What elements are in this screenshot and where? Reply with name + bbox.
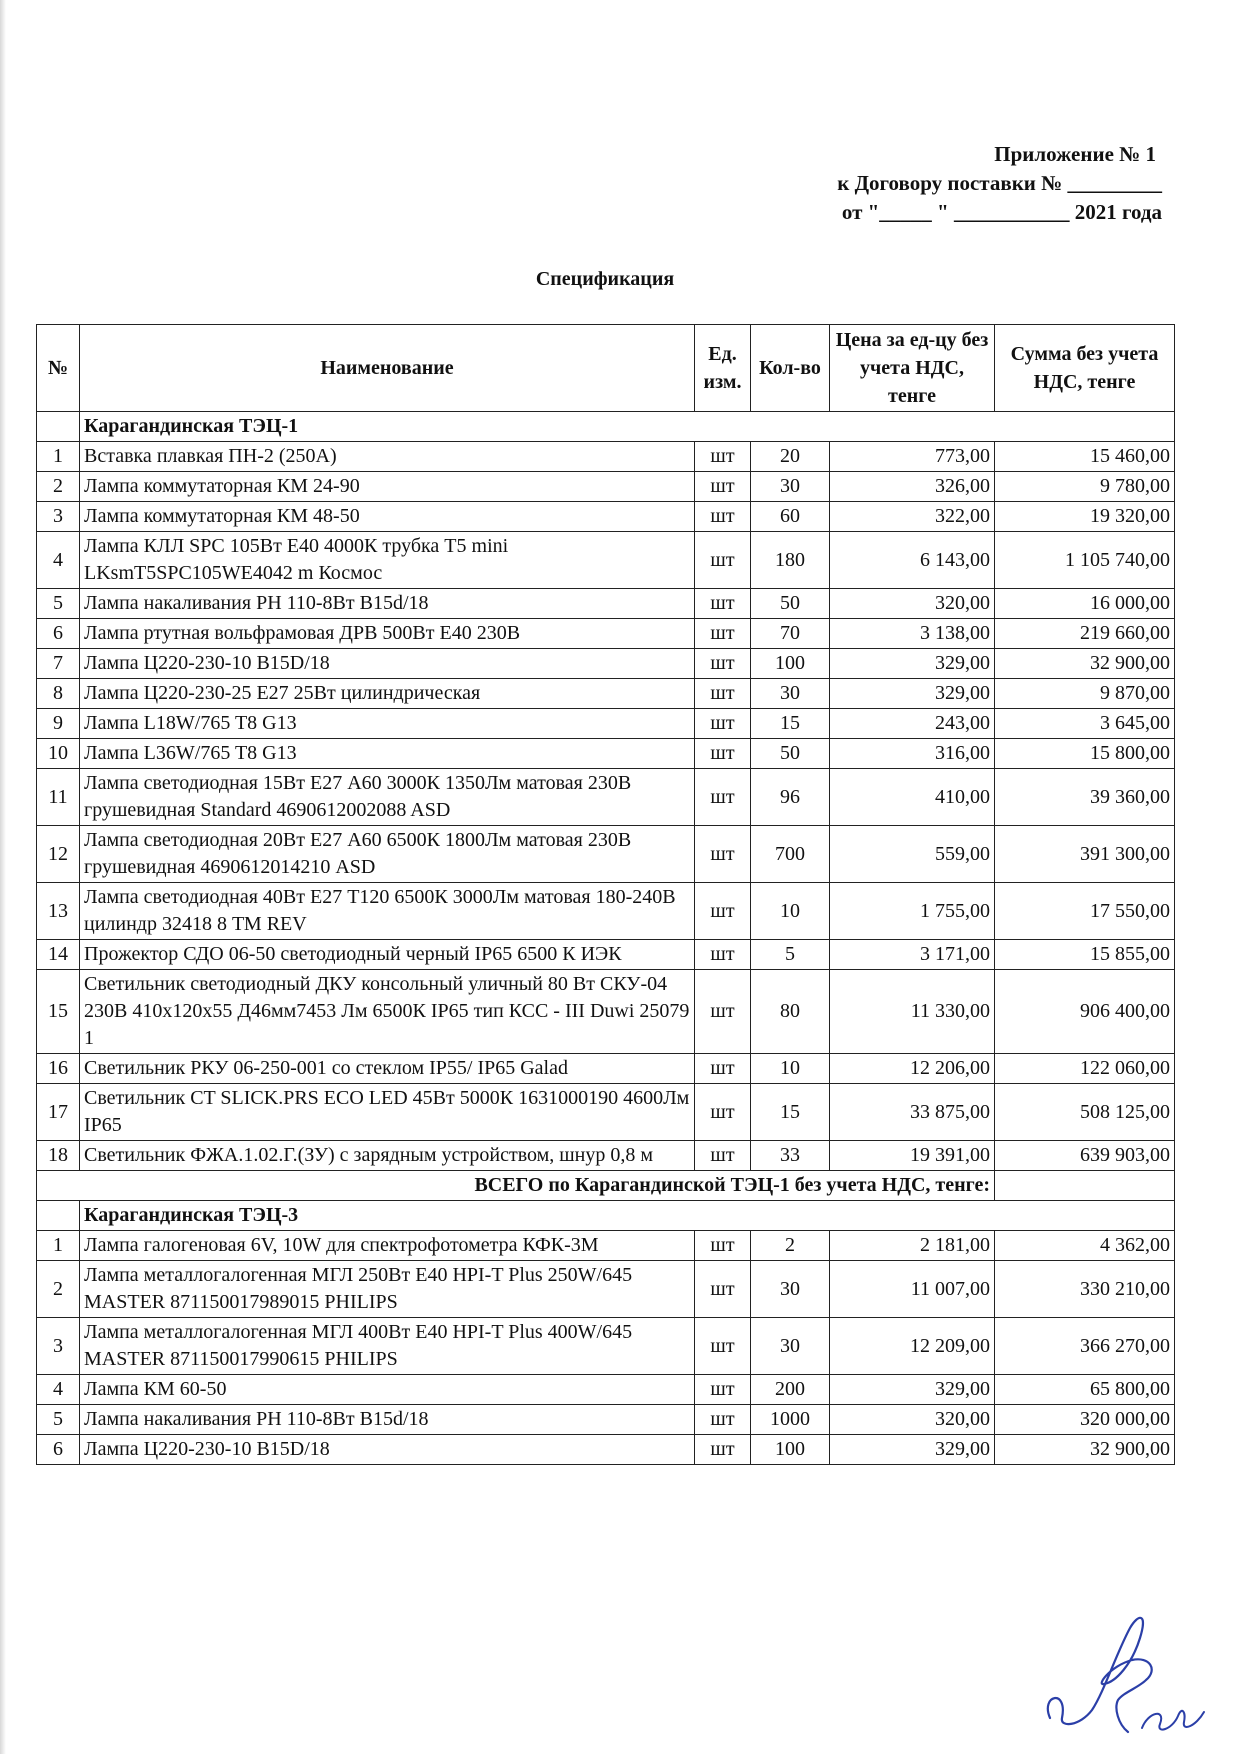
cell-qty: 30 xyxy=(751,472,830,502)
cell-price: 559,00 xyxy=(830,826,995,883)
cell-no: 18 xyxy=(37,1141,80,1171)
cell-no: 14 xyxy=(37,940,80,970)
cell-unit: шт xyxy=(695,709,751,739)
cell-price: 2 181,00 xyxy=(830,1231,995,1261)
cell-price: 243,00 xyxy=(830,709,995,739)
cell-price: 320,00 xyxy=(830,589,995,619)
cell-no: 5 xyxy=(37,589,80,619)
table-row xyxy=(37,1261,1175,1318)
cell-price: 329,00 xyxy=(830,679,995,709)
cell-name: Прожектор СДО 06-50 светодиодный черный IP65 6500 К ИЭК xyxy=(80,940,695,970)
cell-unit: шт xyxy=(695,1261,751,1318)
cell-no: 7 xyxy=(37,649,80,679)
cell-name: Светильник РКУ 06-250-001 со стеклом IP55/ IP65 Galad xyxy=(80,1054,695,1084)
cell-no: 4 xyxy=(37,532,80,589)
section-1-total xyxy=(37,1171,1175,1201)
cell-unit: шт xyxy=(695,619,751,649)
section-total-value xyxy=(995,1171,1175,1201)
cell-sum: 19 320,00 xyxy=(995,502,1175,532)
cell-price: 6 143,00 xyxy=(830,532,995,589)
cell-name: Лампа металлогалогенная МГЛ 250Вт Е40 HPI-T Plus 250W/645 MASTER 871150017989015 PHILIPS xyxy=(80,1261,695,1318)
document-title: Спецификация xyxy=(535,268,675,290)
cell-no: 6 xyxy=(37,1435,80,1465)
cell-price: 773,00 xyxy=(830,442,995,472)
table-row xyxy=(37,679,1175,709)
cell-name: Лампа КМ 60-50 xyxy=(80,1375,695,1405)
col-header-name: Наименование xyxy=(80,325,695,412)
cell-price: 410,00 xyxy=(830,769,995,826)
table-row xyxy=(37,1435,1175,1465)
cell-price: 329,00 xyxy=(830,1375,995,1405)
cell-price: 326,00 xyxy=(830,472,995,502)
cell-price: 12 206,00 xyxy=(830,1054,995,1084)
cell-price: 329,00 xyxy=(830,649,995,679)
cell-unit: шт xyxy=(695,1054,751,1084)
cell-name: Светильник светодиодный ДКУ консольный уличный 80 Вт СКУ-04 230В 410х120х55 Д46мм7453 Лм 6500К IP65 тип КСС - III Duwi 25079 1 xyxy=(80,970,695,1054)
cell-sum: 15 855,00 xyxy=(995,940,1175,970)
cell-price: 316,00 xyxy=(830,739,995,769)
table-row xyxy=(37,739,1175,769)
appendix-line-1: Приложение № 1 xyxy=(994,142,1156,166)
section-total-row xyxy=(37,1171,1175,1201)
cell-name: Лампа Ц220-230-25 Е27 25Вт цилиндрическая xyxy=(80,679,695,709)
cell-qty: 70 xyxy=(751,619,830,649)
cell-qty: 30 xyxy=(751,1261,830,1318)
handwritten-signature-icon xyxy=(1020,1600,1210,1740)
cell-name: Лампа Ц220-230-10 В15D/18 xyxy=(80,1435,695,1465)
cell-qty: 100 xyxy=(751,1435,830,1465)
cell-name: Лампа КЛЛ SPC 105Вт Е40 4000К трубка Т5 mini LKsmT5SPC105WE4042 m Космос xyxy=(80,532,695,589)
cell-no: 17 xyxy=(37,1084,80,1141)
table-row xyxy=(37,970,1175,1054)
section-header-blank xyxy=(37,412,80,442)
table-row xyxy=(37,1141,1175,1171)
cell-no: 13 xyxy=(37,883,80,940)
cell-name: Лампа накаливания РН 110-8Вт В15d/18 xyxy=(80,1405,695,1435)
cell-qty: 50 xyxy=(751,589,830,619)
cell-no: 1 xyxy=(37,442,80,472)
cell-name: Лампа L36W/765 T8 G13 xyxy=(80,739,695,769)
cell-sum: 906 400,00 xyxy=(995,970,1175,1054)
cell-no: 4 xyxy=(37,1375,80,1405)
cell-name: Лампа ртутная вольфрамовая ДРВ 500Вт Е40 230В xyxy=(80,619,695,649)
cell-unit: шт xyxy=(695,739,751,769)
cell-qty: 2 xyxy=(751,1231,830,1261)
cell-unit: шт xyxy=(695,472,751,502)
cell-name: Лампа галогеновая 6V, 10W для спектрофотометра КФК-3М xyxy=(80,1231,695,1261)
cell-no: 12 xyxy=(37,826,80,883)
table-row xyxy=(37,502,1175,532)
cell-sum: 9 870,00 xyxy=(995,679,1175,709)
cell-sum: 39 360,00 xyxy=(995,769,1175,826)
cell-no: 2 xyxy=(37,1261,80,1318)
cell-qty: 30 xyxy=(751,679,830,709)
col-header-price: Цена за ед-цу без учета НДС, тенге xyxy=(830,325,995,412)
cell-name: Лампа Ц220-230-10 В15D/18 xyxy=(80,649,695,679)
cell-qty: 33 xyxy=(751,1141,830,1171)
cell-qty: 1000 xyxy=(751,1405,830,1435)
table-row xyxy=(37,472,1175,502)
cell-qty: 60 xyxy=(751,502,830,532)
cell-qty: 30 xyxy=(751,1318,830,1375)
cell-price: 329,00 xyxy=(830,1435,995,1465)
cell-sum: 9 780,00 xyxy=(995,472,1175,502)
cell-qty: 100 xyxy=(751,649,830,679)
cell-unit: шт xyxy=(695,502,751,532)
specification-table xyxy=(36,324,1175,1465)
cell-price: 322,00 xyxy=(830,502,995,532)
col-header-qty: Кол-во xyxy=(751,325,830,412)
cell-qty: 50 xyxy=(751,739,830,769)
table-header-row xyxy=(37,325,1175,412)
appendix-line-3: от "_____ " ___________ 2021 года xyxy=(841,200,1162,224)
table-row xyxy=(37,940,1175,970)
cell-sum: 32 900,00 xyxy=(995,649,1175,679)
cell-no: 10 xyxy=(37,739,80,769)
section-header-blank xyxy=(37,1201,80,1231)
cell-price: 12 209,00 xyxy=(830,1318,995,1375)
cell-qty: 700 xyxy=(751,826,830,883)
section-2-body xyxy=(37,1201,1175,1465)
cell-sum: 330 210,00 xyxy=(995,1261,1175,1318)
cell-sum: 122 060,00 xyxy=(995,1054,1175,1084)
cell-qty: 96 xyxy=(751,769,830,826)
cell-sum: 16 000,00 xyxy=(995,589,1175,619)
cell-sum: 32 900,00 xyxy=(995,1435,1175,1465)
cell-unit: шт xyxy=(695,826,751,883)
cell-sum: 15 460,00 xyxy=(995,442,1175,472)
cell-qty: 15 xyxy=(751,1084,830,1141)
table-row xyxy=(37,532,1175,589)
cell-no: 16 xyxy=(37,1054,80,1084)
cell-name: Вставка плавкая ПН-2 (250А) xyxy=(80,442,695,472)
cell-no: 2 xyxy=(37,472,80,502)
section-header-row xyxy=(37,412,1175,442)
cell-unit: шт xyxy=(695,442,751,472)
cell-name: Лампа накаливания РН 110-8Вт В15d/18 xyxy=(80,589,695,619)
cell-qty: 180 xyxy=(751,532,830,589)
cell-sum: 219 660,00 xyxy=(995,619,1175,649)
cell-sum: 15 800,00 xyxy=(995,739,1175,769)
cell-no: 5 xyxy=(37,1405,80,1435)
cell-qty: 10 xyxy=(751,1054,830,1084)
cell-name: Лампа коммутаторная КМ 48-50 xyxy=(80,502,695,532)
cell-no: 8 xyxy=(37,679,80,709)
section-header-row xyxy=(37,1201,1175,1231)
cell-unit: шт xyxy=(695,649,751,679)
cell-unit: шт xyxy=(695,769,751,826)
section-total-label: ВСЕГО по Карагандинской ТЭЦ-1 без учета НДС, тенге: xyxy=(37,1171,995,1201)
cell-price: 19 391,00 xyxy=(830,1141,995,1171)
col-header-sum: Сумма без учета НДС, тенге xyxy=(995,325,1175,412)
col-header-no: № xyxy=(37,325,80,412)
table-row xyxy=(37,1405,1175,1435)
cell-name: Лампа коммутаторная КМ 24-90 xyxy=(80,472,695,502)
cell-unit: шт xyxy=(695,1318,751,1375)
cell-unit: шт xyxy=(695,1375,751,1405)
cell-sum: 4 362,00 xyxy=(995,1231,1175,1261)
cell-name: Лампа L18W/765 T8 G13 xyxy=(80,709,695,739)
table-row xyxy=(37,1231,1175,1261)
cell-price: 33 875,00 xyxy=(830,1084,995,1141)
col-header-unit: Ед. изм. xyxy=(695,325,751,412)
cell-name: Лампа светодиодная 40Вт Е27 Т120 6500К 3000Лм матовая 180-240В цилиндр 32418 8 ТМ REV xyxy=(80,883,695,940)
cell-unit: шт xyxy=(695,940,751,970)
cell-unit: шт xyxy=(695,1435,751,1465)
cell-unit: шт xyxy=(695,532,751,589)
cell-no: 6 xyxy=(37,619,80,649)
cell-unit: шт xyxy=(695,970,751,1054)
table-row xyxy=(37,619,1175,649)
cell-name: Лампа металлогалогенная МГЛ 400Вт Е40 HPI-T Plus 400W/645 MASTER 871150017990615 PHILIPS xyxy=(80,1318,695,1375)
cell-price: 3 138,00 xyxy=(830,619,995,649)
cell-no: 11 xyxy=(37,769,80,826)
table-row xyxy=(37,589,1175,619)
cell-sum: 320 000,00 xyxy=(995,1405,1175,1435)
cell-unit: шт xyxy=(695,679,751,709)
cell-name: Лампа светодиодная 20Вт Е27 А60 6500К 1800Лм матовая 230В грушевидная 4690612014210 ASD xyxy=(80,826,695,883)
cell-price: 3 171,00 xyxy=(830,940,995,970)
cell-unit: шт xyxy=(695,1405,751,1435)
cell-price: 11 007,00 xyxy=(830,1261,995,1318)
cell-qty: 10 xyxy=(751,883,830,940)
table-row xyxy=(37,1375,1175,1405)
cell-qty: 20 xyxy=(751,442,830,472)
cell-sum: 366 270,00 xyxy=(995,1318,1175,1375)
cell-unit: шт xyxy=(695,883,751,940)
cell-sum: 1 105 740,00 xyxy=(995,532,1175,589)
cell-unit: шт xyxy=(695,1231,751,1261)
cell-sum: 639 903,00 xyxy=(995,1141,1175,1171)
cell-qty: 200 xyxy=(751,1375,830,1405)
appendix-header xyxy=(837,140,1162,227)
appendix-line-2: к Договору поставки № _________ xyxy=(837,171,1162,195)
table-row xyxy=(37,442,1175,472)
cell-unit: шт xyxy=(695,589,751,619)
table-row xyxy=(37,769,1175,826)
cell-sum: 65 800,00 xyxy=(995,1375,1175,1405)
section-title: Карагандинская ТЭЦ-3 xyxy=(80,1201,1175,1231)
cell-no: 3 xyxy=(37,1318,80,1375)
cell-name: Лампа светодиодная 15Вт Е27 А60 3000К 1350Лм матовая 230В грушевидная Standard 4690612002088 ASD xyxy=(80,769,695,826)
cell-unit: шт xyxy=(695,1141,751,1171)
cell-sum: 391 300,00 xyxy=(995,826,1175,883)
scan-edge xyxy=(0,0,6,1754)
cell-qty: 80 xyxy=(751,970,830,1054)
cell-qty: 15 xyxy=(751,709,830,739)
table-row xyxy=(37,649,1175,679)
section-title: Карагандинская ТЭЦ-1 xyxy=(80,412,1175,442)
section-1-body xyxy=(37,412,1175,1171)
table-row xyxy=(37,1318,1175,1375)
cell-no: 9 xyxy=(37,709,80,739)
table-row xyxy=(37,1054,1175,1084)
table-row xyxy=(37,883,1175,940)
cell-no: 3 xyxy=(37,502,80,532)
cell-no: 15 xyxy=(37,970,80,1054)
cell-price: 11 330,00 xyxy=(830,970,995,1054)
table-row xyxy=(37,709,1175,739)
cell-sum: 508 125,00 xyxy=(995,1084,1175,1141)
cell-price: 1 755,00 xyxy=(830,883,995,940)
cell-unit: шт xyxy=(695,1084,751,1141)
table-row xyxy=(37,826,1175,883)
cell-no: 1 xyxy=(37,1231,80,1261)
cell-name: Светильник ФЖА.1.02.Г.(ЗУ) с зарядным устройством, шнур 0,8 м xyxy=(80,1141,695,1171)
table-row xyxy=(37,1084,1175,1141)
cell-price: 320,00 xyxy=(830,1405,995,1435)
cell-sum: 3 645,00 xyxy=(995,709,1175,739)
cell-qty: 5 xyxy=(751,940,830,970)
cell-sum: 17 550,00 xyxy=(995,883,1175,940)
cell-name: Светильник CT SLICK.PRS ECO LED 45Вт 5000К 1631000190 4600Лм IP65 xyxy=(80,1084,695,1141)
